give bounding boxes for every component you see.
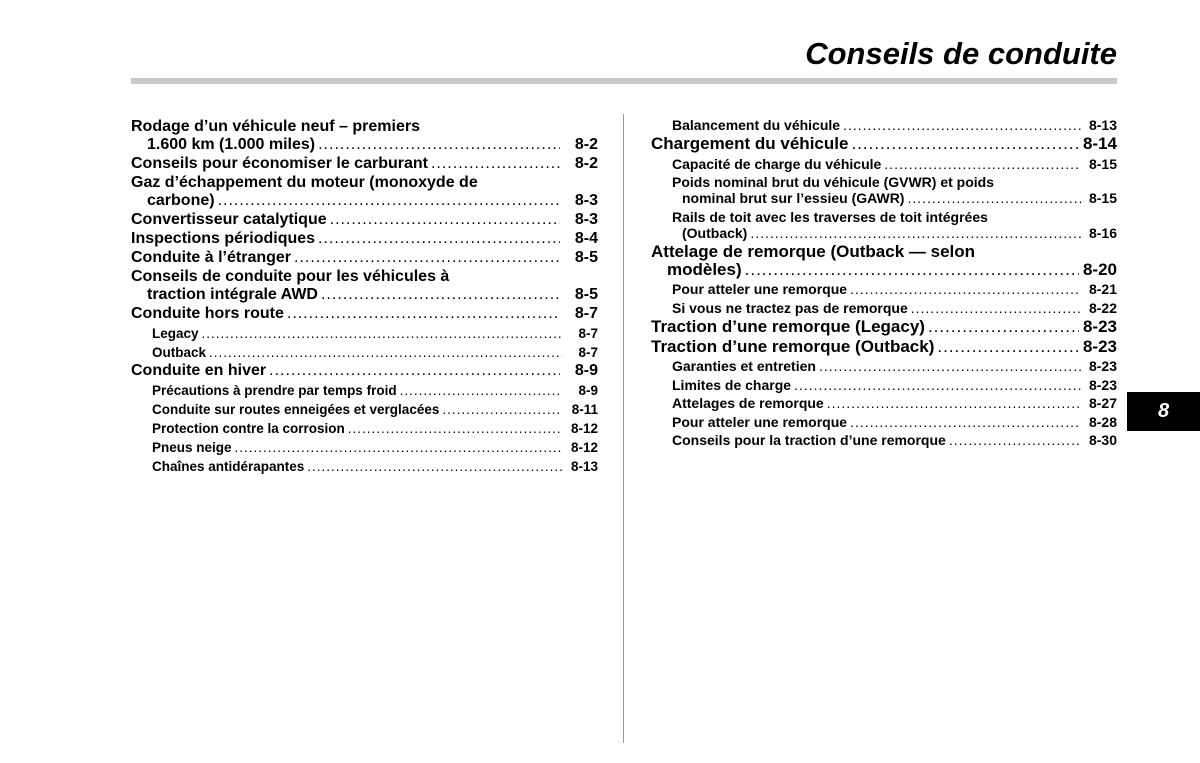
toc-label-text: Chaînes antidérapantes: [152, 459, 305, 474]
toc-page-number: 8-21: [1088, 281, 1117, 297]
toc-label: [152, 420, 566, 437]
toc-label: [131, 174, 564, 210]
toc-label: [672, 432, 1085, 448]
toc-label: [672, 395, 1085, 411]
toc-page-number: 8-15: [1088, 190, 1117, 206]
toc-label-continuation: 1.600 km (1.000 miles): [147, 136, 316, 153]
toc-label-text: Balancement du véhicule: [672, 117, 841, 133]
toc-page-number: 8-3: [574, 192, 598, 209]
toc-page-number: 8-7: [578, 345, 598, 360]
toc-label-text: Conseils pour la traction d’une remorque: [672, 432, 946, 448]
toc-label: [651, 135, 1083, 153]
toc-label-text: Conduite hors route: [131, 305, 284, 322]
toc-page-number: 8-23: [1088, 358, 1117, 374]
toc-label: [672, 156, 1085, 172]
toc-entry[interactable]: [651, 338, 1117, 356]
toc-page-number: 8-2: [574, 136, 598, 153]
toc-label: [672, 377, 1085, 393]
toc-label-text: Outback: [152, 345, 207, 360]
toc-entry[interactable]: [651, 243, 1117, 279]
toc-dot-leader: [321, 286, 560, 304]
toc-dot-leader: [307, 458, 562, 475]
toc-label-text: Protection contre la corrosion: [152, 421, 345, 436]
toc-page-number: 8-13: [570, 459, 598, 474]
toc-entry[interactable]: [131, 362, 598, 380]
toc-dot-leader: [442, 401, 562, 418]
toc-label-text: Rails de toit avec les traverses de toit intégrées: [672, 208, 988, 225]
toc-subentry[interactable]: [651, 281, 1117, 297]
toc-subentry[interactable]: [651, 209, 1117, 241]
toc-subentry[interactable]: [651, 432, 1117, 448]
toc-page-number: 8-16: [1088, 224, 1117, 241]
toc-label-text: Traction d’une remorque (Legacy): [651, 316, 925, 336]
toc-label: [131, 118, 564, 154]
toc-subentry[interactable]: [651, 414, 1117, 430]
toc-label-text: Garanties et entretien: [672, 358, 816, 374]
toc-label: [152, 325, 566, 342]
toc-dot-leader: [318, 136, 560, 154]
toc-page-number: 8-23: [1088, 376, 1117, 393]
toc-dot-leader: [348, 420, 562, 437]
toc-entry[interactable]: [651, 318, 1117, 336]
toc-label-text: Si vous ne tractez pas de remorque: [672, 299, 908, 316]
toc-label: [672, 300, 1085, 316]
toc-entry[interactable]: [651, 135, 1117, 153]
toc-page-number: 8-11: [571, 402, 598, 417]
toc-page-number: 8-23: [1082, 336, 1117, 356]
toc-page-number: 8-20: [1082, 259, 1117, 279]
toc-entry[interactable]: [131, 249, 598, 267]
toc-dot-leader: [202, 325, 562, 342]
toc-label-continuation: nominal brut sur l’essieu (GAWR): [682, 190, 905, 206]
toc-label: [672, 281, 1085, 297]
toc-subentry[interactable]: [651, 300, 1117, 316]
toc-page-number: 8-9: [574, 362, 598, 379]
toc-entry[interactable]: [131, 155, 598, 173]
toc-label-continuation: modèles): [667, 259, 742, 279]
toc-label-continuation: carbone): [147, 192, 215, 209]
toc-entry[interactable]: [131, 305, 598, 323]
toc-label: [131, 211, 564, 229]
toc-dot-leader: [209, 344, 562, 361]
toc-subentry[interactable]: [651, 377, 1117, 393]
toc-entry[interactable]: [131, 230, 598, 248]
toc-label: [651, 318, 1083, 336]
toc-label: [672, 414, 1085, 430]
toc-label: [651, 243, 1083, 279]
toc-label-text: Inspections périodiques: [131, 230, 316, 247]
toc-label: [131, 155, 564, 173]
toc-column-left: [131, 117, 598, 475]
toc-label-text: Précautions à prendre par temps froid: [152, 383, 397, 398]
toc-dot-leader: [294, 249, 560, 267]
toc-page-number: 8-7: [574, 305, 598, 322]
toc-dot-leader: [911, 300, 1081, 316]
toc-page-number: 8-14: [1082, 134, 1117, 153]
toc-dot-leader: [330, 211, 560, 229]
toc-subentry[interactable]: [131, 382, 598, 399]
toc-label: [131, 230, 564, 248]
toc-label-text: Pour atteler une remorque: [672, 281, 848, 297]
toc-entry[interactable]: [131, 268, 598, 304]
toc-label-text: Traction d’une remorque (Outback): [651, 336, 935, 356]
toc-dot-leader: [819, 358, 1081, 374]
toc-column-right: [651, 117, 1117, 448]
toc-page-number: 8-2: [574, 155, 598, 172]
toc-label-text: Conseils de conduite pour les véhicules à: [131, 268, 450, 285]
toc-subentry[interactable]: [651, 358, 1117, 374]
toc-label-text: Poids nominal brut du véhicule (GVWR) et poids: [672, 174, 995, 190]
toc-page-number: 8-13: [1088, 117, 1117, 133]
toc-subentry[interactable]: [131, 325, 598, 342]
toc-dot-leader: [907, 190, 1081, 206]
toc-label-text: Conduite en hiver: [131, 362, 267, 379]
toc-page-number: 8-5: [574, 249, 598, 266]
toc-page-number: 8-12: [570, 440, 598, 455]
toc-page-number: 8-4: [574, 230, 598, 247]
toc-label: [152, 439, 566, 456]
toc-dot-leader: [827, 395, 1081, 411]
toc-page-number: 8-12: [570, 421, 598, 436]
chapter-tab: [1127, 392, 1200, 431]
toc-subentry[interactable]: [131, 439, 598, 456]
toc-label: [152, 344, 566, 361]
toc-subentry[interactable]: [651, 174, 1117, 206]
toc-page-number: 8-9: [578, 383, 598, 398]
toc-subentry[interactable]: [131, 401, 598, 418]
toc-dot-leader: [745, 261, 1079, 279]
toc-dot-leader: [794, 377, 1081, 393]
toc-dot-leader: [850, 281, 1081, 297]
toc-dot-leader: [949, 432, 1081, 448]
toc-page-number: 8-3: [574, 211, 598, 228]
toc-label-text: Chargement du véhicule: [651, 134, 849, 153]
page-title: Conseils de conduite: [805, 36, 1117, 71]
toc-subentry[interactable]: [131, 458, 598, 475]
toc-dot-leader: [400, 382, 562, 399]
chapter-tab-number: 8: [1157, 400, 1170, 422]
toc-dot-leader: [850, 414, 1081, 430]
toc-entry[interactable]: [131, 118, 598, 154]
toc-dot-leader: [884, 156, 1081, 172]
toc-page-number: 8-30: [1088, 432, 1117, 448]
toc-subentry[interactable]: [131, 420, 598, 437]
toc-label: [152, 401, 566, 418]
toc-label-continuation: (Outback): [682, 224, 748, 241]
toc-dot-leader: [750, 225, 1081, 241]
toc-label-text: Conduite à l’étranger: [131, 249, 292, 266]
toc-label: [131, 362, 564, 380]
toc-subentry[interactable]: [651, 395, 1117, 411]
toc-dot-leader: [218, 192, 560, 210]
toc-label-text: Pour atteler une remorque: [672, 413, 848, 430]
toc-entry[interactable]: [131, 174, 598, 210]
toc-page-number: 8-7: [578, 326, 598, 341]
toc-label: [131, 268, 564, 304]
toc-page-number: 8-28: [1088, 413, 1117, 430]
toc-subentry[interactable]: [651, 117, 1117, 133]
toc-label: [131, 249, 564, 267]
toc-page-number: 8-22: [1088, 299, 1117, 316]
toc-dot-leader: [269, 362, 560, 380]
toc-dot-leader: [851, 135, 1079, 153]
toc-dot-leader: [287, 305, 560, 323]
toc-label: [651, 338, 1083, 356]
toc-label-text: Rodage d’un véhicule neuf – premiers: [131, 118, 420, 135]
toc-label: [152, 382, 566, 399]
toc-label-text: Pneus neige: [152, 440, 232, 455]
toc-label-text: Conduite sur routes enneigées et verglacées: [152, 402, 440, 417]
toc-label: [131, 305, 564, 323]
toc-page-number: 8-23: [1082, 316, 1117, 336]
toc-label-text: Convertisseur catalytique: [131, 211, 327, 228]
toc-subentry[interactable]: [131, 344, 598, 361]
toc-label: [152, 458, 566, 475]
toc-label-text: Attelages de remorque: [672, 395, 824, 411]
toc-label-text: Legacy: [152, 326, 199, 341]
column-divider: [623, 114, 624, 743]
toc-dot-leader: [937, 338, 1079, 356]
toc-dot-leader: [235, 439, 562, 456]
toc-dot-leader: [318, 230, 560, 248]
toc-page-number: 8-27: [1088, 395, 1117, 411]
toc-label-text: Limites de charge: [672, 376, 792, 393]
toc-entry[interactable]: [131, 211, 598, 229]
toc-label-text: Gaz d’échappement du moteur (monoxyde de: [131, 174, 478, 191]
toc-label-continuation: traction intégrale AWD: [147, 286, 318, 303]
toc-page-number: 8-15: [1088, 155, 1117, 172]
toc-label-text: Attelage de remorque (Outback — selon: [651, 241, 976, 261]
toc-dot-leader: [431, 155, 560, 173]
toc-label: [672, 209, 1085, 241]
toc-label: [672, 174, 1085, 206]
toc-label: [672, 117, 1085, 133]
toc-label-text: Capacité de charge du véhicule: [672, 155, 882, 172]
title-rule: [131, 78, 1117, 84]
toc-label-text: Conseils pour économiser le carburant: [131, 155, 428, 172]
toc-dot-leader: [843, 117, 1081, 133]
toc-page-number: 8-5: [574, 286, 598, 303]
toc-dot-leader: [928, 318, 1079, 336]
toc-label: [672, 358, 1085, 374]
toc-subentry[interactable]: [651, 156, 1117, 172]
